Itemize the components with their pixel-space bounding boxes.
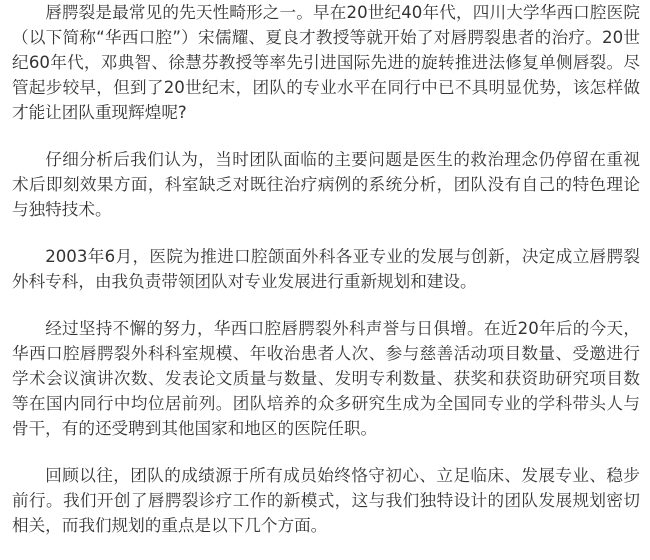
paragraph-specialty-founding: 2003年6月，医院为推进口腔颌面外科各亚专业的发展与创新，决定成立唇腭裂外科专科，由我负责带领团队对专业发展进行重新规划和建设。 — [12, 247, 640, 291]
paragraph-retrospect: 回顾以往，团队的成绩源于所有成员始终恪守初心、立足临床、发展专业、稳步前行。我们开创了唇腭裂诊疗工作的新模式，这与我们独特设计的团队发展规划密切相关，而我们规划的重点是以下几个方面。 — [12, 466, 640, 535]
paragraph-problem-analysis: 仔细分析后我们认为，当时团队面临的主要问题是医生的救治理念仍停留在重视术后即刻效果方面，科室缺乏对既往治疗病例的系统分析，团队没有自己的特色理论与独特技术。 — [12, 150, 640, 219]
paragraph-achievements: 经过坚持不懈的努力，华西口腔唇腭裂外科声誉与日俱增。在近20年后的今天，华西口腔唇腭裂外科科室规模、年收治患者人次、参与慈善活动项目数量、受邀进行学术会议演讲次数、发表论文质量与数量、发明专利数量、获奖和获资助研究项目数等在国内同行中均位居前列。团队培养的众多研究生成为全国同专业的学科带头人与骨干，有的还受聘到其他国家和地区的医院任职。 — [12, 319, 640, 438]
article-body — [12, 0, 640, 560]
paragraph-history: 唇腭裂是最常见的先天性畸形之一。早在20世纪40年代，四川大学华西口腔医院（以下简称“华西口腔”）宋儒耀、夏良才教授等就开始了对唇腭裂患者的治疗。20世纪60年代，邓典智、徐慧芬教授等率先引进国际先进的旋转推进法修复单侧唇裂。尽管起步较早，但到了20世纪末，团队的专业水平在同行中已不具明显优势，该怎样做才能让团队重现辉煌呢? — [12, 3, 640, 122]
